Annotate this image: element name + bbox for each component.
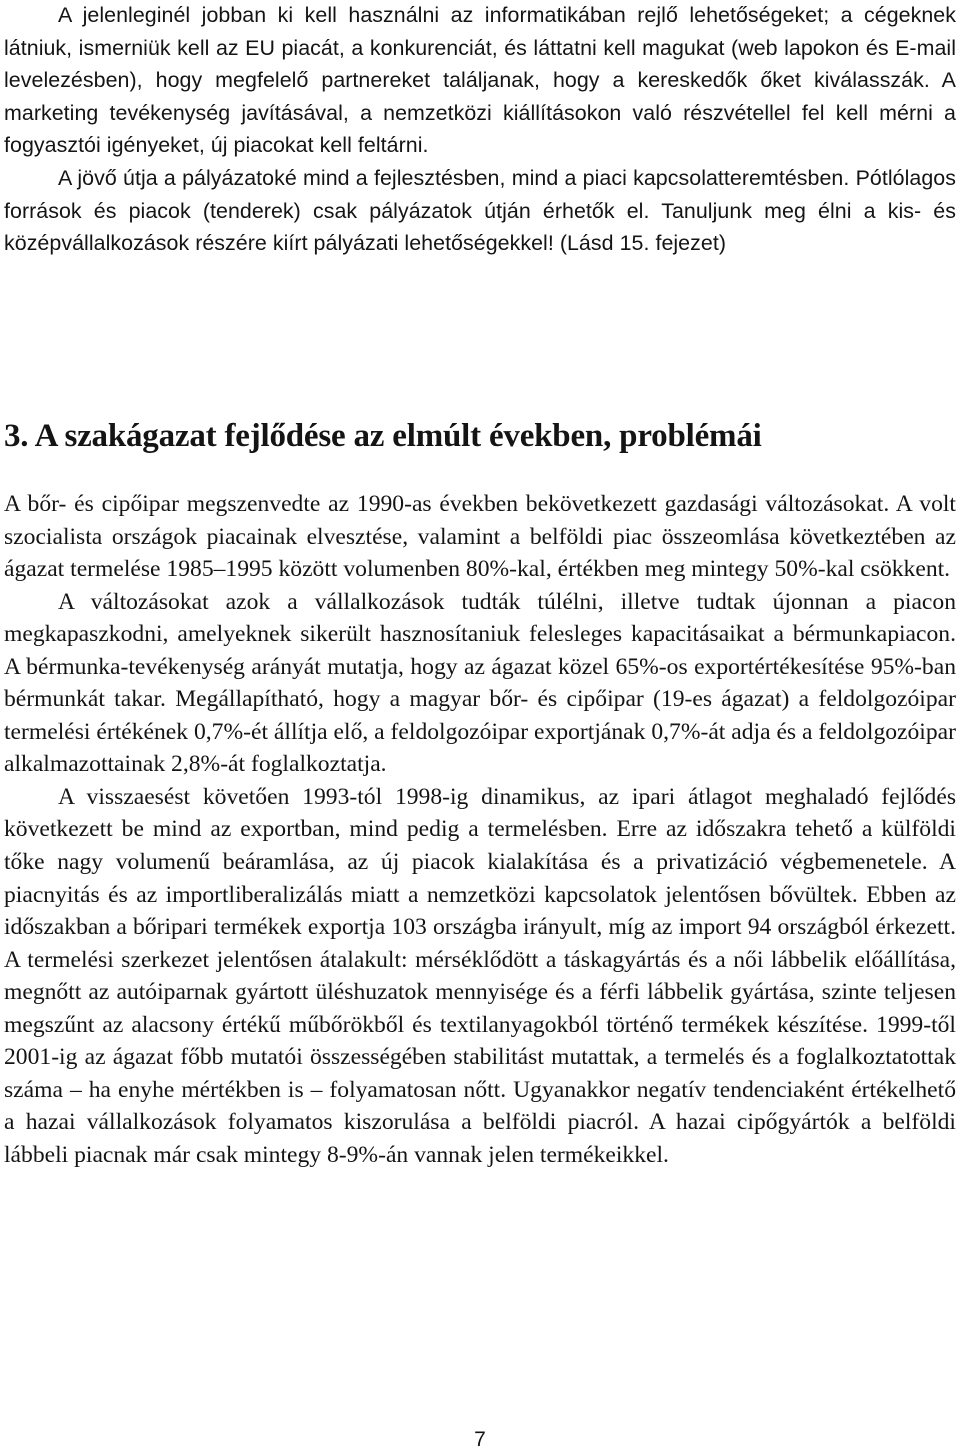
body-paragraph: A bőr- és cipőipar megszenvedte az 1990-as években bekövetkezett gazdasági változásokat. A volt szocialista országok piacainak elvesztése, valamint a belföldi piac összeomlása következtében az ágazat termelése 1985–1995 között volumenben 80%-kal, értékben meg mintegy 50%-kal csökkent. (4, 491, 956, 583)
intro-paragraph: A jövő útja a pályázatoké mind a fejlesztésben, mind a piaci kapcsolatteremtésben. Pótlólagos források és piacok (tenderek) csak pályázatok útján érhetők el. Tanuljunk meg élni a kis- és középvállalkozások részére kiírt pályázati lehetőségekkel! (Lásd 15. fejezet) (4, 165, 956, 256)
page-number: 7 (474, 1428, 486, 1451)
intro-text-block (4, 0, 956, 260)
body-paragraph: A visszaesést követően 1993-tól 1998-ig dinamikus, az ipari átlagot meghaladó fejlődés következett be mind az exportban, mind pedig a termelésben. Erre az időszakra tehető a külföldi tőke nagy volumenű beáramlása, az új piacok kialakítása és a privatizáció végbemenetele. A piacnyitás és az importliberalizálás miatt a nemzetközi kapcsolatok jelentősen bővültek. Ebben az időszakban a bőripari termékek exportja 103 országba irányult, míg az import 94 országból érkezett. A termelési szerkezet jelentősen átalakult: mérséklődött a táskagyártás és a női lábbelik előállítása, megnőtt az autóiparnak gyártott üléshuzatok mennyisége és a férfi lábbelik gyártása, szinte teljesen megszűnt az alacsony értékű műbőrökből és textilanyagokból történő termékek készítése. 1999-től 2001-ig az ágazat főbb mutatói összességében stabilitást mutattak, a termelés és a foglalkoztatottak száma – ha enyhe mértékben is – folyamatosan nőtt. Ugyanakkor negatív tendenciaként értékelhető a hazai vállalkozások folyamatos kiszorulása a belföldi piacról. A hazai cipőgyártók a belföldi lábbeli piacnak már csak mintegy 8-9%-án vannak jelen termékeikkel. (4, 783, 956, 1168)
intro-paragraph: A jelenleginél jobban ki kell használni az informatikában rejlő lehetőségeket; a cégeknek látniuk, ismerniük kell az EU piacát, a konkurenciát, és láttatni kell magukat (web lapokon és E-mail levelezésben), hogy megfelelő partnereket találjanak, hogy a kereskedők őket kiválasszák. A marketing tevékenység javításával, a nemzetközi kiállításokon való részvétellel fel kell mérni a fogyasztói igényeket, új piacokat kell feltárni. (4, 3, 956, 158)
body-paragraph: A változásokat azok a vállalkozások tudták túlélni, illetve tudtak újonnan a piacon megkapaszkodni, amelyeknek sikerült hasznosítaniuk felesleges kapacitásaikat a bérmunkapiacon. A bérmunka-tevékenység arányát mutatja, hogy az ágazat közel 65%-os exportértékesítése 95%-ban bérmunkát takar. Megállapítható, hogy a magyar bőr- és cipőipar (19-es ágazat) a feldolgozóipar termelési értékének 0,7%-ét állítja elő, a feldolgozóipar exportjának 0,7%-át adja és a feldolgozóipar alkalmazottainak 2,8%-át foglalkoztatja. (4, 588, 956, 778)
section-body (4, 488, 956, 1171)
section-heading: 3. A szakágazat fejlődése az elmúlt években, problémái (4, 418, 762, 454)
